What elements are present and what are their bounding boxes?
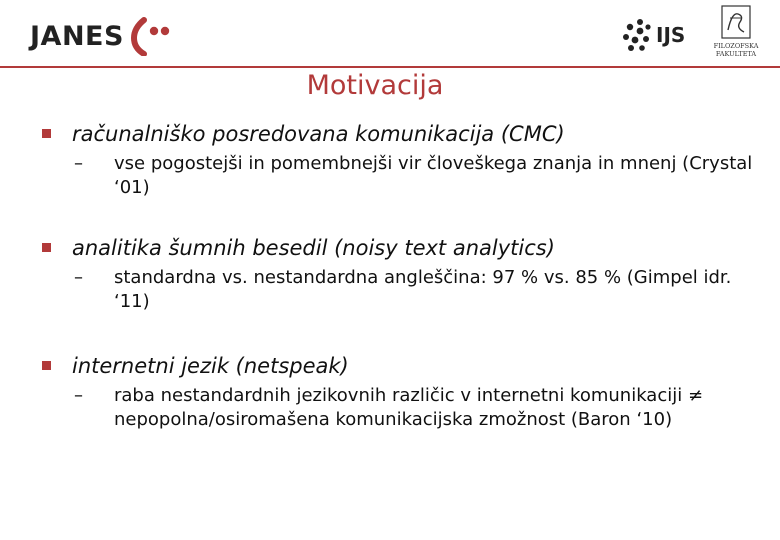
ijs-logo-text: IJS [656,23,686,47]
bullet-level-2 [40,152,760,200]
dash-marker: – [74,385,83,406]
bullet-level-2 [40,384,760,432]
bullet-level-1 [40,120,760,148]
ijs-logo [622,18,685,52]
dash-marker: – [74,153,83,174]
bullet-item [40,352,760,432]
sub-bullet-text: vse pogostejši in pomembnejši vir človeškega znanja in mnenj (Crystal ‘01) [114,153,753,198]
square-bullet-icon [42,243,51,252]
bullet-level-2 [40,266,760,314]
janes-logo [30,16,174,56]
bullet-level-1 [40,234,760,262]
ff-logo-line-1: FILOZOFSKA [713,42,759,50]
bullet-text: internetni jezik (netspeak) [72,354,349,378]
janes-logo-text: JANES [30,20,124,52]
bullet-item [40,234,760,314]
sub-bullet-text: raba nestandardnih jezikovnih različic v internetni komunikaciji ≠ nepopolna/osiromašena komunikacijska zmožnost (Baron ‘10) [114,385,704,430]
slide-content [40,120,760,432]
slide-header [0,0,780,66]
square-bullet-icon [42,361,51,370]
ff-emblem-icon [708,4,764,42]
bullet-text: računalniško posredovana komunikacija (CMC) [72,122,565,146]
bullet-item [40,120,760,200]
ff-logo-label [708,42,764,58]
ff-logo-line-2: FAKULTETA [715,50,757,58]
header-divider [0,66,780,68]
ijs-logo-dots-icon [622,18,652,52]
janes-logo-mark-icon [130,16,174,56]
filozofska-fakulteta-logo [708,4,764,60]
sub-bullet-text: standardna vs. nestandardna angleščina: 97 % vs. 85 % (Gimpel idr. ‘11) [114,267,732,312]
bullet-level-1 [40,352,760,380]
slide-title: Motivacija [306,70,444,101]
bullet-text: analitika šumnih besedil (noisy text analytics) [72,236,555,260]
square-bullet-icon [42,129,51,138]
dash-marker: – [74,267,83,288]
